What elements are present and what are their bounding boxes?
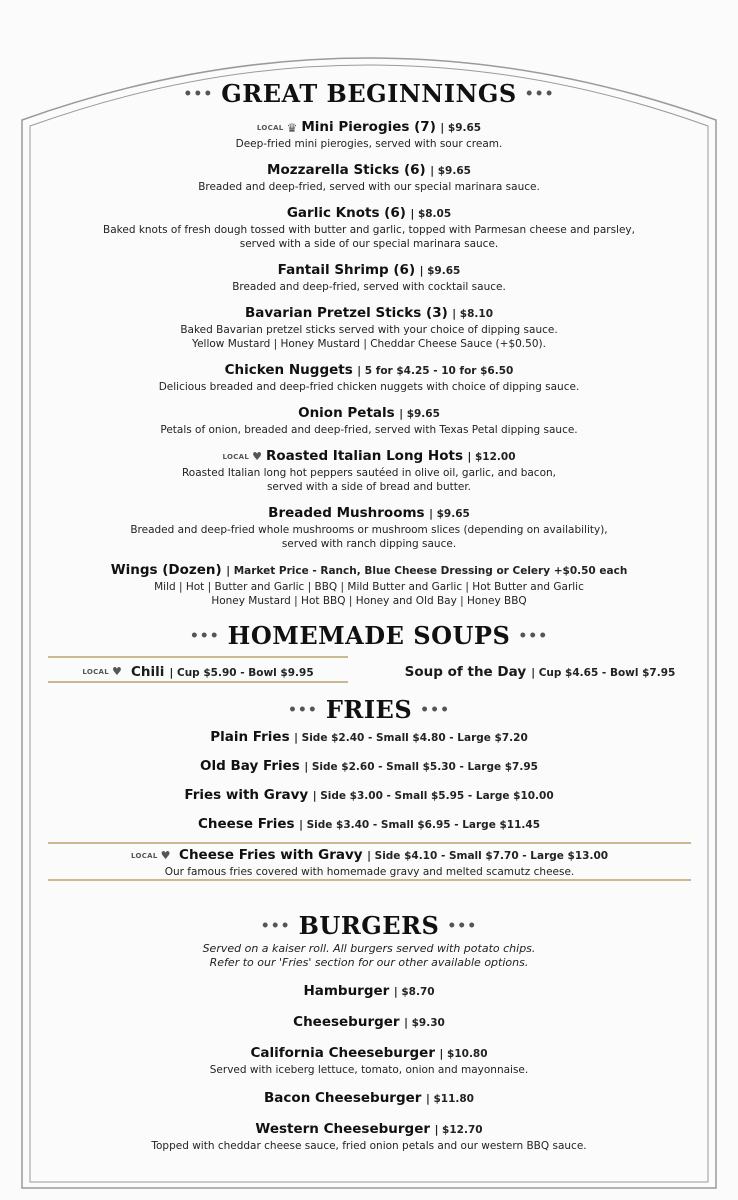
- menu-item: [40, 815, 698, 834]
- item-price: | $9.65: [399, 408, 440, 420]
- featured-divider-bottom: [48, 879, 691, 881]
- heart-icon: ♥: [112, 665, 122, 678]
- item-name: Garlic Knots (6): [286, 205, 406, 221]
- item-description: Baked knots of fresh dough tossed with butter and garlic, topped with Parmesan cheese and parsley,: [103, 224, 635, 236]
- item-name: Wings (Dozen): [110, 562, 222, 578]
- burgers-title: ••• BURGERS •••: [260, 911, 478, 940]
- fries-section: [40, 694, 698, 834]
- item-name: Onion Petals: [298, 405, 395, 421]
- item-description: Baked Bavarian pretzel sticks served with your choice of dipping sauce.: [180, 324, 558, 336]
- item-price: | $8.70: [393, 986, 435, 998]
- menu-item: [40, 304, 698, 351]
- item-name: Roasted Italian Long Hots: [266, 448, 463, 464]
- item-price: | Side $2.40 - Small $4.80 - Large $7.20: [294, 732, 528, 744]
- menu-item: [40, 757, 698, 776]
- item-price: | Side $3.40 - Small $6.95 - Large $11.45: [299, 819, 540, 831]
- menu-item: [40, 1044, 698, 1077]
- fries-list: [40, 728, 698, 834]
- item-price: | $12.70: [434, 1124, 483, 1136]
- item-name: Chicken Nuggets: [224, 362, 353, 378]
- item-price: | $8.05: [410, 208, 452, 220]
- item-description: Breaded and deep-fried, served with cocktail sauce.: [232, 281, 506, 293]
- menu-item: [40, 561, 698, 608]
- item-description: Yellow Mustard | Honey Mustard | Cheddar Cheese Sauce (+$0.50).: [192, 338, 546, 350]
- crown-icon: ♛: [286, 120, 298, 135]
- item-price: | $10.80: [439, 1048, 488, 1060]
- item-name: Hamburger: [303, 983, 390, 999]
- menu-item: [40, 504, 698, 551]
- item-description: Roasted Italian long hot peppers sautéed in olive oil, garlic, and bacon,: [181, 467, 556, 479]
- chili-item: LOCAL ♥ Chili | Cup $5.90 - Bowl $9.95: [82, 664, 314, 680]
- item-description: Breaded and deep-fried whole mushrooms or mushroom slices (depending on availability),: [130, 524, 608, 536]
- great-beginnings-title: ••• GREAT BEGINNINGS •••: [183, 79, 555, 108]
- heart-icon: ♥: [160, 848, 171, 862]
- item-description: served with ranch dipping sauce.: [281, 538, 457, 550]
- burgers-list: [40, 982, 698, 1153]
- item-price: | $9.65: [440, 122, 482, 134]
- item-price: | $9.65: [419, 265, 461, 277]
- item-price: | $8.10: [452, 308, 493, 320]
- item-name: Fries with Gravy: [184, 787, 309, 803]
- item-price: | $9.65: [429, 508, 470, 520]
- great-beginnings-list: [40, 118, 698, 608]
- item-description: served with a side of our special marinara sauce.: [239, 238, 499, 250]
- item-name: Mini Pierogies (7): [301, 119, 436, 135]
- item-name: Cheeseburger: [293, 1014, 400, 1030]
- item-price: | $9.30: [404, 1017, 445, 1029]
- item-name: Mozzarella Sticks (6): [267, 162, 426, 178]
- menu-item: [40, 1013, 698, 1032]
- fries-title: ••• FRIES •••: [287, 695, 451, 724]
- item-description: Deep-fried mini pierogies, served with sour cream.: [235, 138, 503, 150]
- item-name: Cheese Fries: [197, 816, 295, 832]
- item-price: | Side $3.00 - Small $5.95 - Large $10.00: [312, 790, 554, 802]
- menu-item: [40, 261, 698, 294]
- item-name: Western Cheeseburger: [255, 1121, 431, 1137]
- item-price: | 5 for $4.25 - 10 for $6.50: [357, 365, 514, 377]
- item-description: served with a side of bread and butter.: [266, 481, 472, 493]
- item-price: | Market Price - Ranch, Blue Cheese Dressing or Celery +$0.50 each: [226, 565, 628, 577]
- soups-section: [40, 620, 698, 652]
- soups-title: ••• HOMEMADE SOUPS •••: [189, 621, 549, 650]
- item-description: Served with iceberg lettuce, tomato, onion and mayonnaise.: [209, 1064, 529, 1076]
- item-price: | $9.65: [430, 165, 471, 177]
- chili-divider-bottom: [48, 681, 348, 683]
- heart-icon: ♥: [252, 449, 263, 463]
- menu-item: [40, 161, 698, 194]
- chili-divider-top: [48, 656, 348, 658]
- menu-item: [40, 1089, 698, 1108]
- great-beginnings-section: [40, 78, 698, 608]
- item-description: Delicious breaded and deep-fried chicken nuggets with choice of dipping sauce.: [158, 381, 580, 393]
- featured-divider-top: [48, 842, 691, 844]
- menu-item: [40, 361, 698, 394]
- menu-item: [40, 728, 698, 747]
- item-name: Breaded Mushrooms: [268, 505, 425, 521]
- item-price: | Side $2.60 - Small $5.30 - Large $7.95: [304, 761, 538, 773]
- item-price: | $11.80: [425, 1093, 474, 1105]
- menu-item: LOCAL ♛ Mini Pierogies (7) | $9.65 Deep-fried mini pierogies, served with sour cream.: [40, 118, 698, 151]
- soup-of-day-item: Soup of the Day | Cup $4.65 - Bowl $7.95: [404, 664, 676, 680]
- item-name: Plain Fries: [210, 729, 290, 745]
- item-name: Bavarian Pretzel Sticks (3): [244, 305, 448, 321]
- menu-item: [40, 982, 698, 1001]
- menu-item: [40, 404, 698, 437]
- menu-item: LOCAL ♥ Roasted Italian Long Hots | $12.00 Roasted Italian long hot peppers sautéed in olive oil, garlic, and bacon, served with a side of bread and butter.: [40, 447, 698, 494]
- item-description: Petals of onion, breaded and deep-fried, served with Texas Petal dipping sauce.: [160, 424, 578, 436]
- featured-fries-item: LOCAL ♥ Cheese Fries with Gravy | Side $4.10 - Small $7.70 - Large $13.00 Our famous fries covered with homemade gravy and melted scamutz cheese.: [130, 847, 609, 878]
- item-description: Breaded and deep-fried, served with our special marinara sauce.: [198, 181, 540, 193]
- item-name: Bacon Cheeseburger: [264, 1090, 422, 1106]
- burgers-section: ••• BURGERS ••• Served on a kaiser roll. All burgers served with potato chips. Refer to our 'Fries' section for our other available options. Hamburger | $8.70 Cheeseburger | $9.30 California Cheeseburger | $10.80 Served with iceberg lettuce, tomato, onion and mayonnaise. Bacon Cheeseburger | $11.80 Western Cheeseburger | $12.70 Topped with cheddar cheese sauce, fried onion petals and our western BBQ sauce.: [40, 910, 698, 1153]
- item-name: Fantail Shrimp (6): [277, 262, 416, 278]
- menu-item: [40, 204, 698, 251]
- item-name: California Cheeseburger: [250, 1045, 435, 1061]
- item-description: Mild | Hot | Butter and Garlic | BBQ | Mild Butter and Garlic | Hot Butter and Garlic: [154, 581, 584, 593]
- item-description: Topped with cheddar cheese sauce, fried onion petals and our western BBQ sauce.: [151, 1140, 587, 1152]
- item-name: Old Bay Fries: [200, 758, 300, 774]
- menu-item: [40, 786, 698, 805]
- item-description: Honey Mustard | Hot BBQ | Honey and Old Bay | Honey BBQ: [211, 595, 527, 607]
- menu-item: [40, 1120, 698, 1153]
- item-price: | $12.00: [467, 451, 516, 463]
